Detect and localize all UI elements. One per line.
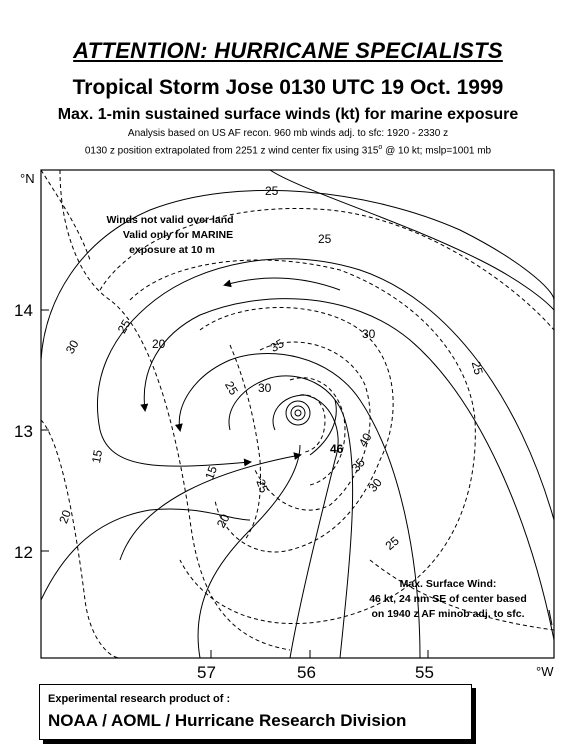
- position-note-pre: 0130 z position extrapolated from 2251 z wind center fix using 315: [84, 145, 379, 157]
- streamline-1: [270, 170, 554, 310]
- contour-label: 30: [62, 337, 82, 357]
- max-wind-line-2: 46 kt, 24 nm SE of center based: [369, 593, 527, 605]
- lat-label-13: 13: [14, 422, 33, 441]
- lon-label-56: 56: [297, 663, 316, 682]
- lat-label-14: 14: [14, 301, 33, 320]
- contour-label: 20: [152, 337, 166, 351]
- contour-label: 25: [318, 232, 332, 246]
- streamline-12: [225, 278, 340, 290]
- contour-label: 30: [362, 327, 376, 341]
- isotach-15-west: [60, 170, 290, 650]
- land-note-line-1: Winds not valid over land: [106, 214, 234, 226]
- contour-label: 25: [265, 184, 279, 198]
- isotach-25-north: [100, 208, 554, 330]
- contour-label: 25: [468, 359, 486, 377]
- position-note-post: @ 10 kt; mslp=1001 mb: [382, 145, 492, 157]
- attention-title: ATTENTION: HURRICANE SPECIALISTS: [73, 38, 503, 63]
- isotach-20-west: [41, 420, 120, 658]
- contour-label: 25: [114, 317, 134, 336]
- contour-label: 15: [202, 464, 221, 482]
- streamline-7: [273, 395, 338, 658]
- credit-line-2: NOAA / AOML / Hurricane Research Division: [48, 711, 407, 730]
- contour-label: 20: [213, 511, 233, 531]
- isotach-40-ring: [290, 378, 345, 485]
- land-note-line-3: exposure at 10 m: [129, 244, 215, 256]
- streamline-6: [229, 376, 353, 658]
- isotach-25-ring: [130, 260, 475, 624]
- contour-label: 40: [355, 430, 375, 450]
- lat-unit-label: °N: [20, 171, 35, 186]
- max-wind-value-label: 46: [330, 442, 344, 456]
- land-note-line-2: Valid only for MARINE: [122, 229, 234, 241]
- contour-label: 30: [258, 381, 272, 395]
- contour-label: 25: [382, 533, 402, 553]
- contour-label: 35: [348, 455, 368, 475]
- max-wind-line-1: Max. Surface Wind:: [399, 578, 497, 590]
- storm-center: [286, 401, 310, 425]
- isotach-20-northwest: [41, 170, 90, 260]
- max-wind-line-3: on 1940 z AF minob adj. to sfc.: [371, 608, 525, 620]
- analysis-note: Analysis based on US AF recon. 960 mb winds adj. to sfc: 1920 - 2330 z: [127, 128, 449, 139]
- lon-label-57: 57: [197, 663, 216, 682]
- product-title: Max. 1-min sustained surface winds (kt) for marine exposure: [57, 106, 519, 123]
- lon-unit-label: °W: [536, 664, 554, 679]
- storm-title: Tropical Storm Jose 0130 UTC 19 Oct. 1999: [72, 76, 504, 99]
- lat-label-12: 12: [14, 543, 33, 562]
- lon-label-55: 55: [415, 663, 434, 682]
- contour-label: 25: [222, 378, 241, 398]
- contour-label: 25: [253, 477, 272, 495]
- contour-label: 15: [89, 448, 106, 465]
- contour-labels: [56, 184, 485, 553]
- contour-label: 30: [365, 475, 385, 495]
- isotach-30-ring: [200, 308, 393, 552]
- degree-symbol: o: [378, 144, 383, 151]
- contour-label: 20: [56, 508, 75, 526]
- isotach-25-inner: [230, 345, 260, 540]
- contour-label: 35: [267, 336, 287, 355]
- credit-box: [39, 684, 472, 740]
- credit-line-1: Experimental research product of :: [48, 693, 231, 705]
